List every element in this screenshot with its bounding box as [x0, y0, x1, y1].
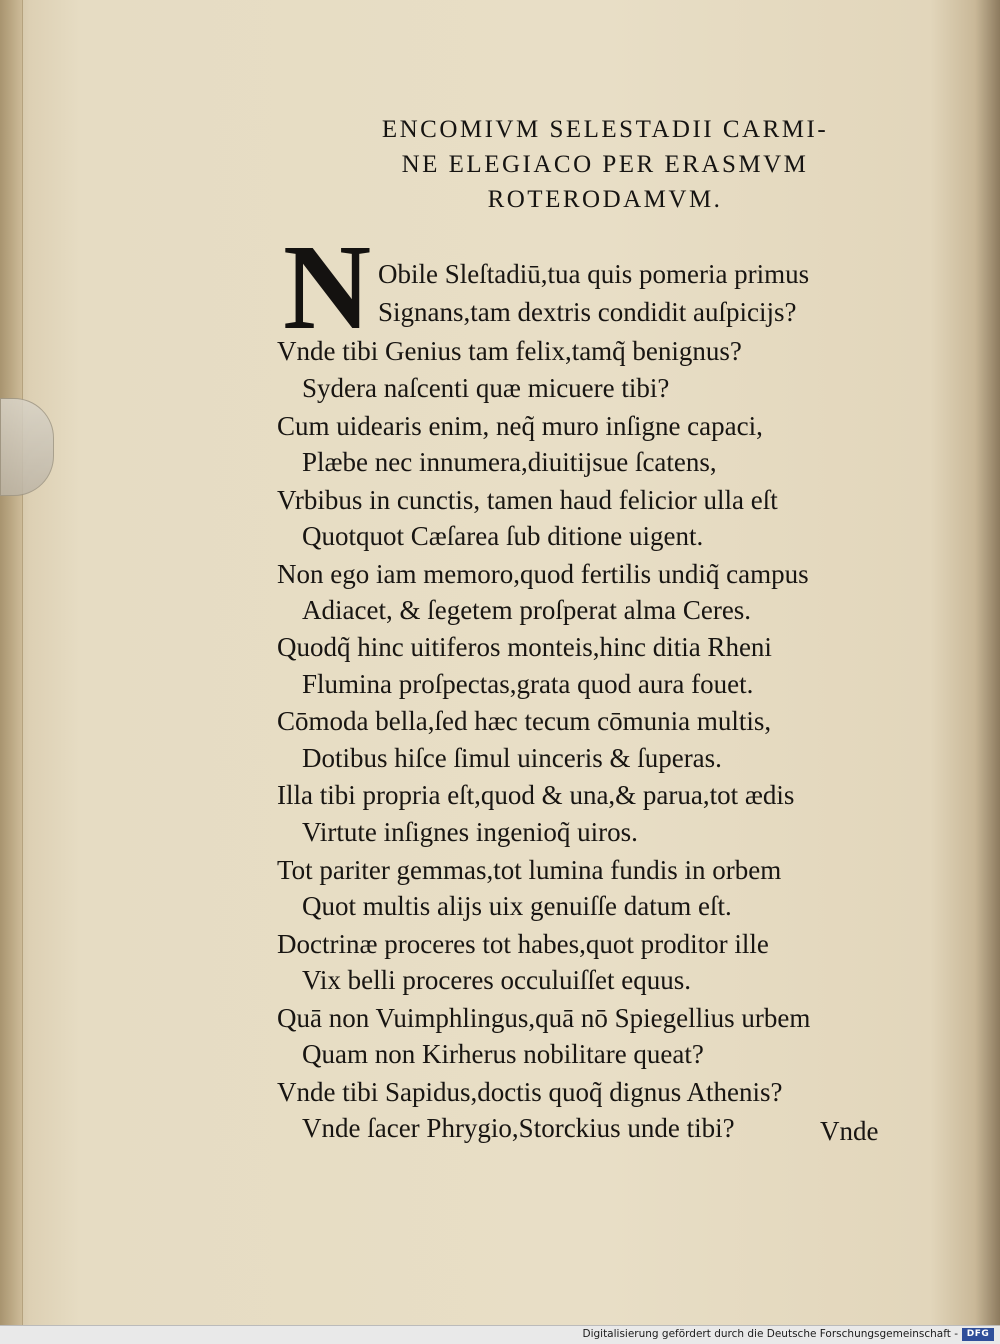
dfg-logo: DFG [962, 1328, 994, 1341]
verse-line: Illa tibi propria eſt,quod & una,& parua,tot ædis [277, 780, 795, 810]
book-clip [0, 398, 54, 496]
verse-line: Adiacet, & ſegetem proſperat alma Ceres. [302, 595, 752, 625]
verse-line: Flumina proſpectas,grata quod aura fouet. [302, 669, 754, 699]
footer-credit: Digitalisierung gefördert durch die Deutsche Forschungsgemeinschaft - [582, 1328, 958, 1340]
verse-line: Vrbibus in cunctis, tamen haud felicior ulla eſt [277, 485, 778, 515]
footer-bar [0, 1325, 1000, 1344]
verse-line: Vix belli proceres occuluiſſet equus. [302, 965, 692, 995]
heading-line: NE ELEGIACO PER ERASMVM [401, 151, 809, 178]
catchword: Vnde [820, 1116, 879, 1146]
heading-line: ROTERODAMVM. [487, 186, 723, 213]
verse-line: Doctrinæ proceres tot habes,quot proditor ille [277, 929, 769, 959]
verse-line: Quā non Vuimphlingus,quā nō Spiegellius urbem [277, 1003, 811, 1033]
verse-line: Tot pariter gemmas,tot lumina fundis in orbem [277, 855, 782, 885]
verse-line: Quotquot Cæſarea ſub ditione uigent. [302, 521, 704, 551]
verse-line: Vnde tibi Sapidus,doctis quoq̃ dignus Athenis? [277, 1077, 783, 1107]
verse-line: Cum uidearis enim, neq̃ muro inſigne capaci, [277, 411, 763, 441]
verse-line: Vnde tibi Genius tam felix,tamq̃ benignus? [277, 336, 742, 366]
verse-line: Dotibus hiſce ſimul uinceris & ſuperas. [302, 743, 722, 773]
verse-line: Vnde ſacer Phrygio,Storckius unde tibi? [302, 1113, 735, 1143]
verse-line: Obile Sleſtadiū,tua quis pomeria primus [378, 259, 810, 289]
verse-line: Cōmoda bella,ſed hæc tecum cōmunia multis, [277, 706, 772, 736]
verse-line: Signans,tam dextris condidit auſpicijs? [378, 297, 797, 327]
verse-line: Quodq̃ hinc uitiferos monteis,hinc ditia Rheni [277, 632, 772, 662]
heading-line: ENCOMIVM SELESTADII CARMI- [381, 116, 829, 143]
verse-line: Non ego iam memoro,quod fertilis undiq̃ campus [277, 559, 809, 589]
bleed-through-text [880, 90, 1000, 1090]
verse-line: Quam non Kirherus nobilitare queat? [302, 1039, 704, 1069]
page-gutter [0, 0, 23, 1325]
verse-line: Virtute inſignes ingenioq̃ uiros. [302, 817, 638, 847]
poem-heading [305, 112, 905, 217]
drop-initial: N [283, 220, 372, 355]
verse-line: Plæbe nec innumera,diuitijsue ſcatens, [302, 447, 717, 477]
verse-line: Quot multis alijs uix genuiſſe datum eſt. [302, 891, 732, 921]
verse-line: Sydera naſcenti quæ micuere tibi? [302, 373, 670, 403]
